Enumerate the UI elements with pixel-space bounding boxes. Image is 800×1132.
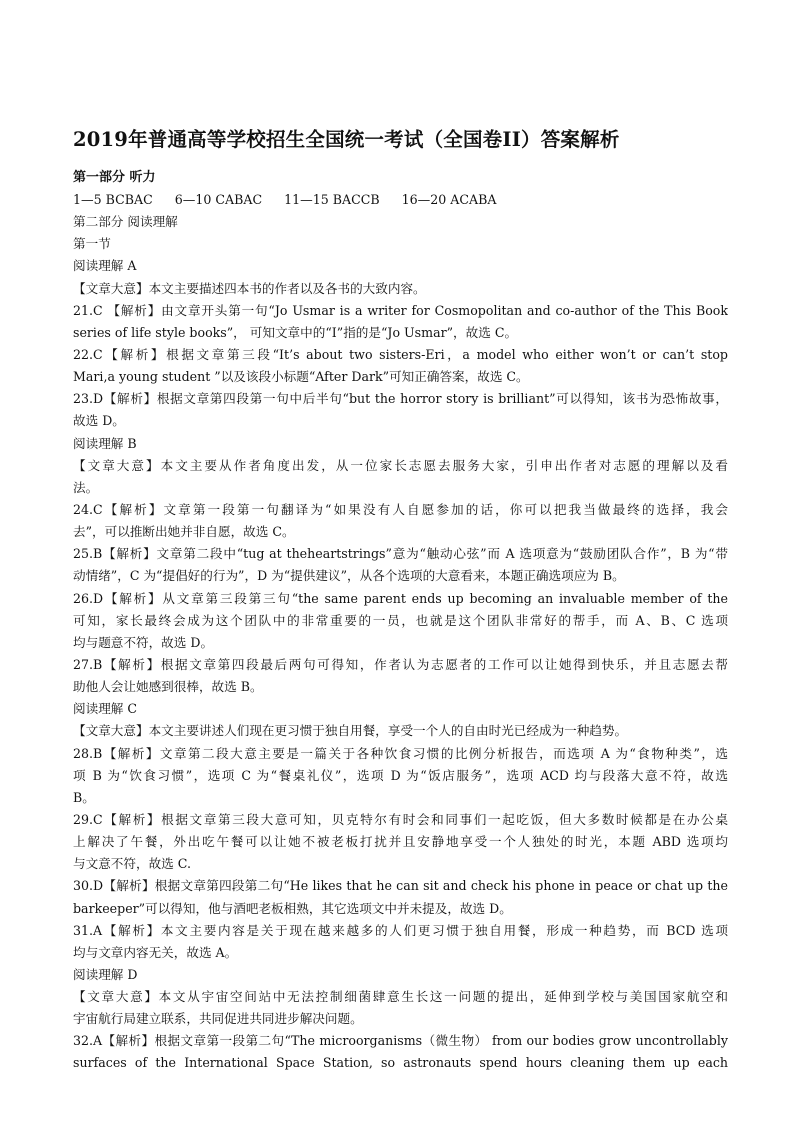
passage-heading: 阅读理解 D bbox=[73, 966, 138, 982]
answer-group: 16—20 ACABA bbox=[401, 192, 497, 207]
text-line: 上解决了午餐，外出吃午餐可以让她不被老板打扰并且安静地享受一个人独处的时光，本题 ABD 选项均 bbox=[73, 834, 728, 850]
text-line: 去”，可以推断出她并非自愿，故选 C。 bbox=[73, 524, 295, 540]
text-line: 22.C【解析】根据文章第三段“It’s about two sisters-Eri，a model who either won’t or can’t stop bbox=[73, 346, 728, 362]
text-line: 27.B【解析】根据文章第四段最后两句可得知，作者认为志愿者的工作可以让她得到快乐，并且志愿去帮 bbox=[73, 656, 728, 672]
text-line: 项 B 为“饮食习惯”，选项 C 为“餐桌礼仪”，选项 D 为“饭店服务”，选项 ACD 均与段落大意不符，故选 bbox=[73, 767, 728, 783]
document-title: 2019年普通高等学校招生全国统一考试（全国卷II）答案解析 bbox=[73, 128, 620, 151]
answer-group: 1—5 BCBAC bbox=[73, 192, 153, 207]
text-line: 可知，家长最终会成为这个团队中的非常重要的一员，也就是这个团队非常好的帮手，而 A、B、C 选项 bbox=[73, 612, 728, 628]
text-line: 29.C【解析】根据文章第三段大意可知，贝克特尔有时会和同事们一起吃饭，但大多数时候都是在办公桌 bbox=[73, 811, 728, 827]
text-line: 均与文章内容无关，故选 A。 bbox=[73, 944, 238, 960]
passage-heading: 阅读理解 A bbox=[73, 258, 137, 274]
text-line: 均与题意不符，故选 D。 bbox=[73, 634, 214, 650]
document-body bbox=[73, 189, 728, 1075]
text-line: 32.A【解析】根据文章第一段第二句“The microorganisms（微生物） from our bodies grow uncontrollably bbox=[73, 1033, 728, 1049]
text-line: 【文章大意】本文主要描述四本书的作者以及各书的大致内容。 bbox=[73, 280, 426, 296]
text-line: 24.C【解析】文章第一段第一句翻译为“如果没有人自愿参加的话，你可以把我当做最终的选择，我会 bbox=[73, 501, 728, 517]
text-line: surfaces of the International Space Station, so astronauts spend hours cleaning them up each bbox=[73, 1055, 728, 1071]
text-line: 与文意不符，故选 C. bbox=[73, 856, 191, 872]
listening-answers bbox=[73, 189, 728, 211]
text-line: 30.D【解析】根据文章第四段第二句“He likes that he can sit and check his phone in peace or chat up the bbox=[73, 878, 728, 894]
text-line: 【文章大意】本文主要讲述人们现在更习惯于独自用餐，享受一个人的自由时光已经成为一种趋势。 bbox=[73, 723, 628, 739]
text-line: 25.B【解析】文章第二段中“tug at theheartstrings”意为“触动心弦”而 A 选项意为“鼓励团队合作”，B 为“带 bbox=[73, 546, 728, 562]
answer-group: 11—15 BACCB bbox=[284, 192, 380, 207]
passage-heading: 阅读理解 B bbox=[73, 435, 137, 451]
text-line: 动情绪”，C 为“提倡好的行为”，D 为“提供建议”，从各个选项的大意看来，本题正确选项应为 B。 bbox=[73, 568, 625, 584]
text-line: B。 bbox=[73, 789, 95, 805]
section-heading: 第一节 bbox=[73, 236, 111, 252]
text-line: barkeeper”可以得知，他与酒吧老板相熟，其它选项文中并未提及，故选 D。 bbox=[73, 900, 512, 916]
text-line: 31.A【解析】本文主要内容是关于现在越来越多的人们更习惯于独自用餐，形成一种趋势，而 BCD 选项 bbox=[73, 922, 728, 938]
text-line: 【文章大意】本文从宇宙空间站中无法控制细菌肆意生长这一问题的提出，延伸到学校与美国国家航空和 bbox=[73, 989, 728, 1005]
text-line: 宇宙航行局建立联系，共同促进共同进步解决问题。 bbox=[73, 1011, 363, 1027]
text-line: 21.C 【解析】由文章开头第一句“Jo Usmar is a writer for Cosmopolitan and co-author of the This Book bbox=[73, 302, 728, 318]
text-line: 【文章大意】本文主要从作者角度出发，从一位家长志愿去服务大家，引申出作者对志愿的理解以及看 bbox=[73, 457, 728, 473]
text-line: 助他人会让她感到很棒，故选 B。 bbox=[73, 679, 263, 695]
text-line: 23.D【解析】根据文章第四段第一句中后半句“but the horror story is brilliant”可以得知，该书为恐怖故事， bbox=[73, 391, 728, 407]
text-line: 法。 bbox=[73, 479, 99, 495]
text-line: 26.D【解析】从文章第三段第三句“the same parent ends up becoming an invaluable member of the bbox=[73, 590, 728, 606]
text-line: 故选 D。 bbox=[73, 413, 125, 429]
part-one-heading: 第一部分 听力 bbox=[73, 170, 156, 185]
text-line: Mari,a young student ”以及该段小标题“After Dark”可知正确答案，故选 C。 bbox=[73, 369, 529, 385]
text-line: 28.B【解析】文章第二段大意主要是一篇关于各种饮食习惯的比例分析报告，而选项 A 为“食物种类”，选 bbox=[73, 745, 728, 761]
section-heading: 第二部分 阅读理解 bbox=[73, 214, 178, 230]
passage-heading: 阅读理解 C bbox=[73, 701, 138, 717]
text-line: series of life style books”， 可知文章中的“I”指的是“Jo Usmar”，故选 C。 bbox=[73, 324, 518, 340]
answer-group: 6—10 CABAC bbox=[174, 192, 263, 207]
